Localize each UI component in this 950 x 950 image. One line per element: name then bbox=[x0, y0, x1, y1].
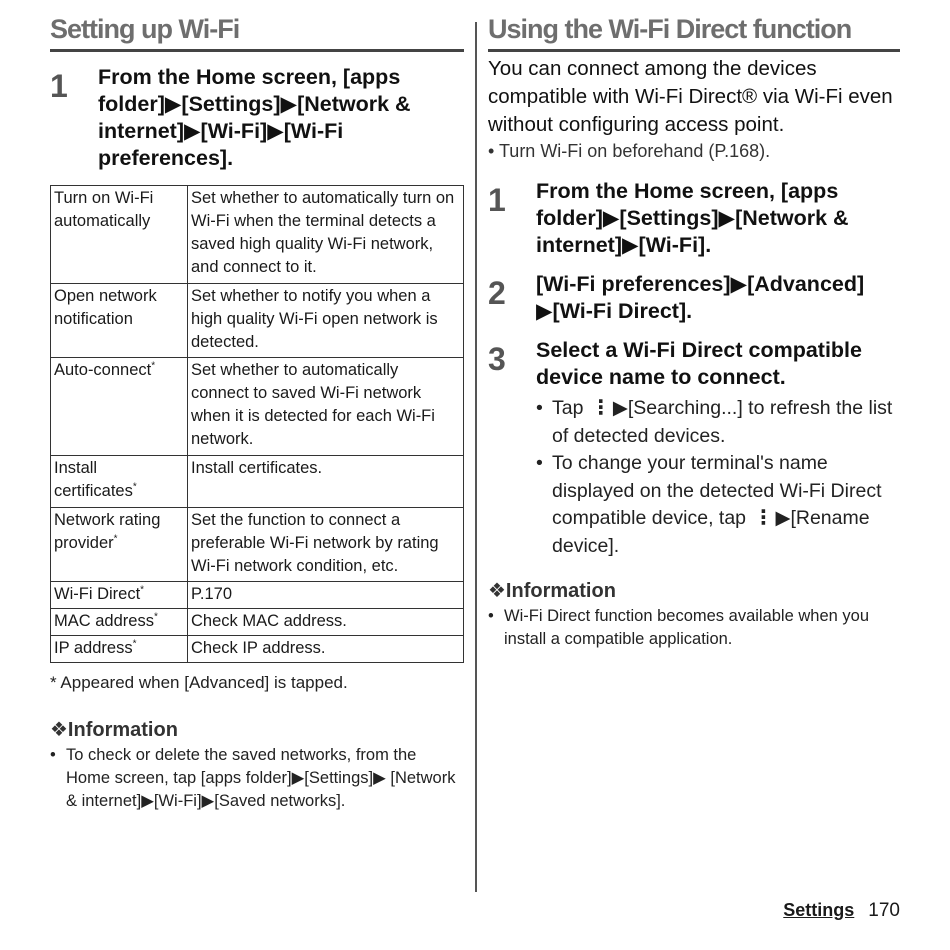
setting-description: Check IP address. bbox=[188, 636, 464, 663]
setting-description: Set the function to connect a preferable Wi-Fi network by rating Wi-Fi network condition, etc. bbox=[188, 508, 464, 582]
table-footnote: * Appeared when [Advanced] is tapped. bbox=[50, 673, 348, 692]
bullet: • bbox=[536, 452, 543, 474]
setting-name: Network rating provider* bbox=[51, 508, 188, 582]
setting-description: Check MAC address. bbox=[188, 609, 464, 636]
table-row bbox=[51, 508, 464, 582]
settings-table bbox=[50, 185, 464, 663]
step-3 bbox=[488, 337, 900, 560]
information-heading: ❖Information bbox=[50, 719, 178, 741]
step-text: From the Home screen, [apps folder]▶[Settings]▶[Network & internet]▶[Wi-Fi]▶[Wi-Fi preferences]. bbox=[98, 65, 411, 170]
more-options-icon: ⋮ bbox=[590, 397, 611, 419]
column-divider bbox=[475, 22, 477, 892]
section-title-wifi: Setting up Wi-Fi bbox=[50, 14, 464, 52]
setting-description: P.170 bbox=[188, 582, 464, 609]
information-text: To check or delete the saved networks, from the Home screen, tap [apps folder]▶[Settings]▶ [Network & internet]▶[Wi-Fi]▶[Saved networks]. bbox=[66, 746, 456, 810]
information-item bbox=[50, 744, 464, 813]
intro-note: • Turn Wi-Fi on beforehand (P.168). bbox=[488, 141, 771, 161]
sub-bullet bbox=[536, 395, 900, 450]
more-options-icon: ⋮ bbox=[753, 507, 774, 529]
bullet: • bbox=[488, 607, 494, 625]
information-item bbox=[488, 605, 900, 651]
setting-name: Install certificates* bbox=[51, 456, 188, 508]
step-text: From the Home screen, [apps folder]▶[Settings]▶[Network & internet]▶[Wi-Fi]. bbox=[536, 179, 849, 257]
setting-name: MAC address* bbox=[51, 609, 188, 636]
setting-name: Wi-Fi Direct* bbox=[51, 582, 188, 609]
step-1 bbox=[50, 64, 464, 172]
setting-description: Set whether to automatically connect to saved Wi-Fi network when it is detected for each Wi-Fi network. bbox=[188, 358, 464, 456]
table-row bbox=[51, 456, 464, 508]
step-number: 1 bbox=[50, 68, 68, 104]
section-title-wifi-direct: Using the Wi-Fi Direct function bbox=[488, 14, 900, 52]
setting-name: Turn on Wi-Fi automatically bbox=[51, 186, 188, 284]
sub-bullet-text: To change your terminal's name displayed on the detected Wi-Fi Direct compatible device, tap ⋮ ▶[Rename device]. bbox=[552, 452, 882, 557]
setting-description: Set whether to notify you when a high quality Wi-Fi open network is detected. bbox=[188, 284, 464, 358]
table-row bbox=[51, 636, 464, 663]
table-row bbox=[51, 284, 464, 358]
page-footer bbox=[783, 900, 900, 922]
table-row bbox=[51, 582, 464, 609]
step-1 bbox=[488, 178, 900, 259]
setting-description: Set whether to automatically turn on Wi-Fi when the terminal detects a saved high quality Wi-Fi network, and connect to it. bbox=[188, 186, 464, 284]
sub-bullet-text: Tap ⋮ ▶[Searching...] to refresh the list of detected devices. bbox=[552, 397, 893, 447]
left-column bbox=[50, 14, 464, 813]
setting-name: Open network notification bbox=[51, 284, 188, 358]
setting-description: Install certificates. bbox=[188, 456, 464, 508]
table-row bbox=[51, 609, 464, 636]
information-heading: ❖Information bbox=[488, 580, 616, 602]
table-row bbox=[51, 186, 464, 284]
setting-name: Auto-connect* bbox=[51, 358, 188, 456]
bullet: • bbox=[536, 397, 543, 419]
step-number: 3 bbox=[488, 341, 506, 377]
information-text: Wi-Fi Direct function becomes available when you install a compatible application. bbox=[504, 607, 869, 648]
setting-name: IP address* bbox=[51, 636, 188, 663]
bullet: • bbox=[50, 746, 56, 764]
page-number: 170 bbox=[868, 900, 900, 921]
step-number: 1 bbox=[488, 182, 506, 218]
step-2 bbox=[488, 271, 900, 325]
step-text: Select a Wi-Fi Direct compatible device name to connect. bbox=[536, 338, 862, 389]
step-text: [Wi-Fi preferences]▶[Advanced] ▶[Wi-Fi Direct]. bbox=[536, 272, 865, 323]
right-column bbox=[488, 14, 900, 651]
step-number: 2 bbox=[488, 275, 506, 311]
footer-section-name: Settings bbox=[783, 900, 855, 920]
sub-bullet bbox=[536, 450, 900, 560]
table-row bbox=[51, 358, 464, 456]
intro-text: You can connect among the devices compatible with Wi-Fi Direct® via Wi-Fi even without configuring access point. bbox=[488, 57, 893, 136]
